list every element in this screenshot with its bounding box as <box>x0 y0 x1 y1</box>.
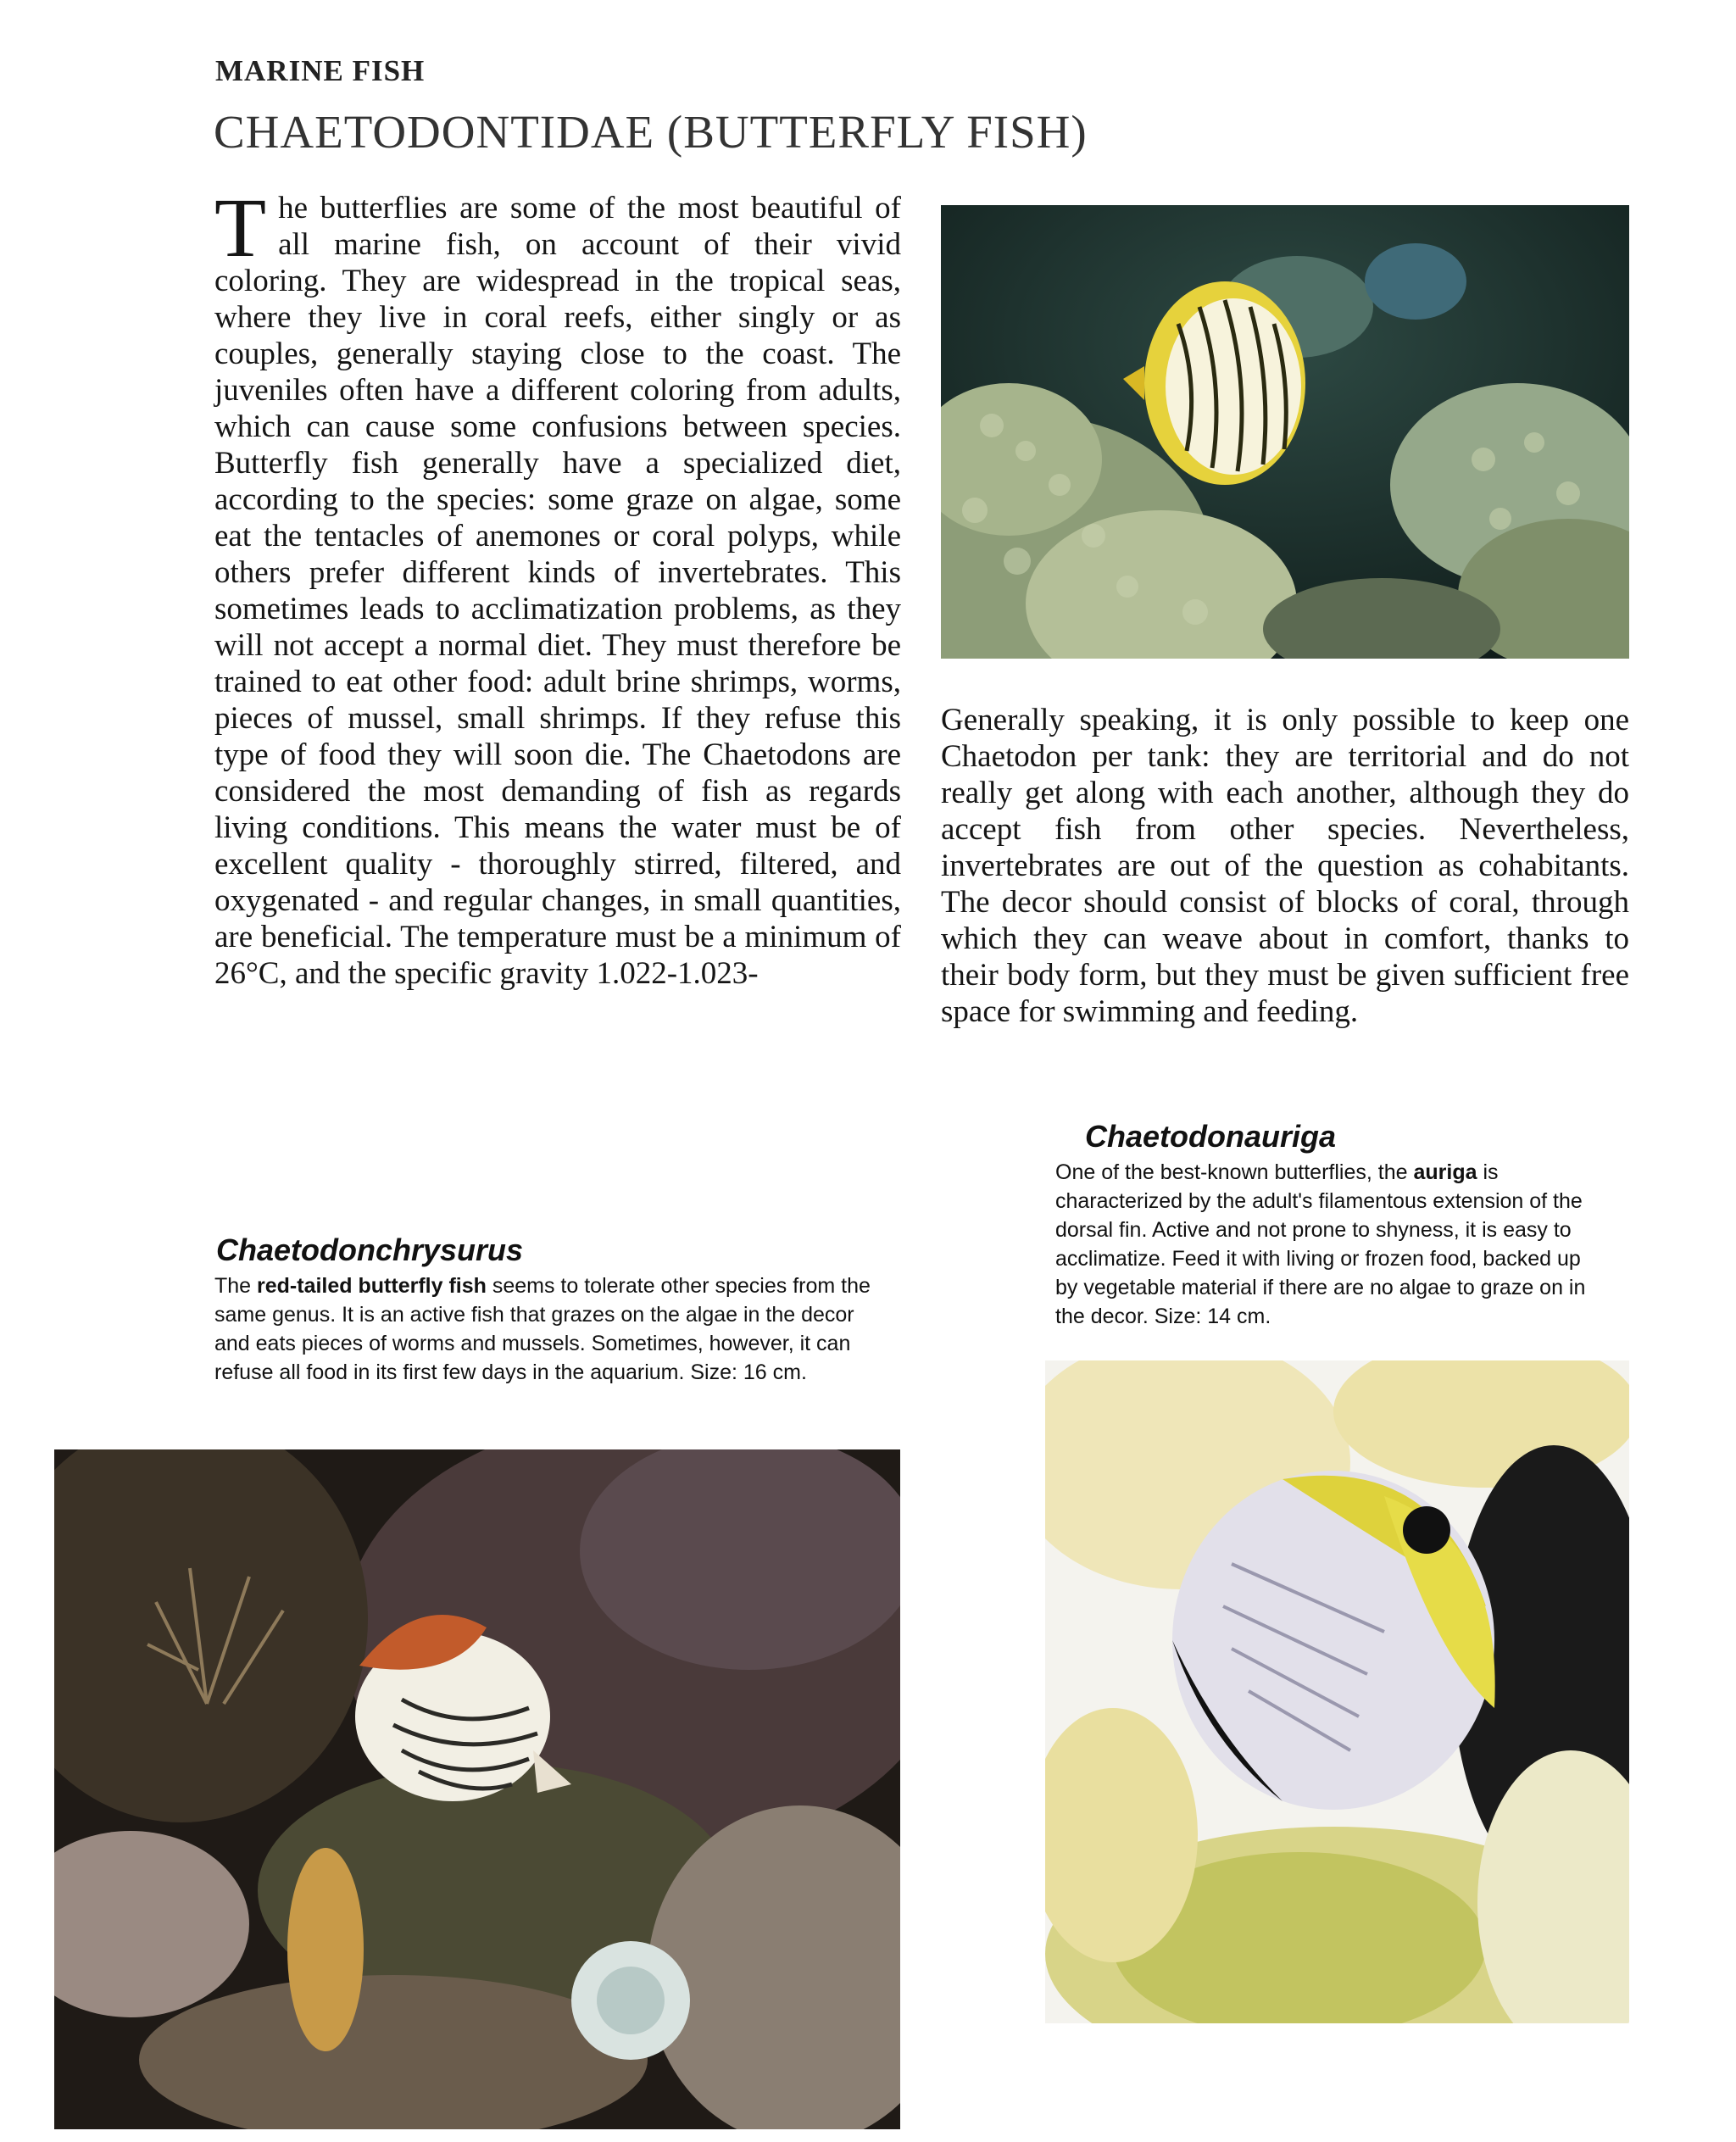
intro-paragraph <box>214 181 901 992</box>
page-title: CHAETODONTIDAE (BUTTERFLY FISH) <box>214 106 1088 158</box>
drop-cap: T <box>214 181 267 275</box>
photo-chaetodon-chrysurus <box>54 1449 900 2129</box>
section-label: MARINE FISH <box>215 54 426 87</box>
species-desc-chrysurus: The red-tailed butterfly fish seems to tolerate other species from the same genus. It is an active fish that grazes on the algae in the decor and eats pieces of worms and mussels. Sometimes, however, it can refuse all food in its first few days in the aquarium. Size: 16 cm. <box>214 1274 871 1384</box>
intro-text: he butterflies are some of the most beautiful of all marine fish, on account of their vivid coloring. They are widespread in the tropical seas, where they live in coral reefs, either singly or as couples, generally staying close to the coast. The juveniles often have a different coloring from adults, which can cause some confusions between species. Butterfly fish generally have a specialized diet, according to the species: some graze on algae, some eat the tentacles of anemones or coral polyps, while others prefer different kinds of invertebrates. This sometimes leads to acclimatization problems, as they will not accept a normal diet. They must therefore be trained to eat other food: adult brine shrimps, worms, pieces of mussel, small shrimps. If they refuse this type of food they will soon die. The Chaetodons are considered the most demanding of fish as regards living conditions. This means the water must be of excellent quality - thoroughly stirred, filtered, and oxygenated - and regular changes, in small quantities, are beneficial. The temperature must be a minimum of 26°C, and the specific gravity 1.022-1.023- <box>214 191 901 991</box>
species-name-chrysurus: Chaetodonchrysurus <box>216 1232 524 1267</box>
species-name-auriga: Chaetodonauriga <box>1085 1119 1337 1154</box>
species-desc-auriga: One of the best-known butterflies, the auriga is characterized by the adult's filamentous extension of the dorsal fin. Active and not prone to shyness, it is easy to acclimatize. Feed it with living or frozen food, backed up by vegetable material if there are no algae to graze on in the decor. Size: 14 cm. <box>1055 1160 1586 1328</box>
photo-chaetodon-auriga <box>1045 1360 1629 2023</box>
photo-ornate-butterflyfish <box>941 205 1629 659</box>
care-paragraph: Generally speaking, it is only possible to keep one Chaetodon per tank: they are territorial and do not really get along with each another, although they do accept fish from other species. Nevertheless, invertebrates are out of the question as cohabitants. The decor should consist of blocks of coral, through which they can weave about in comfort, thanks to their body form, but they must be given sufficient free space for swimming and feeding. <box>941 703 1629 1029</box>
